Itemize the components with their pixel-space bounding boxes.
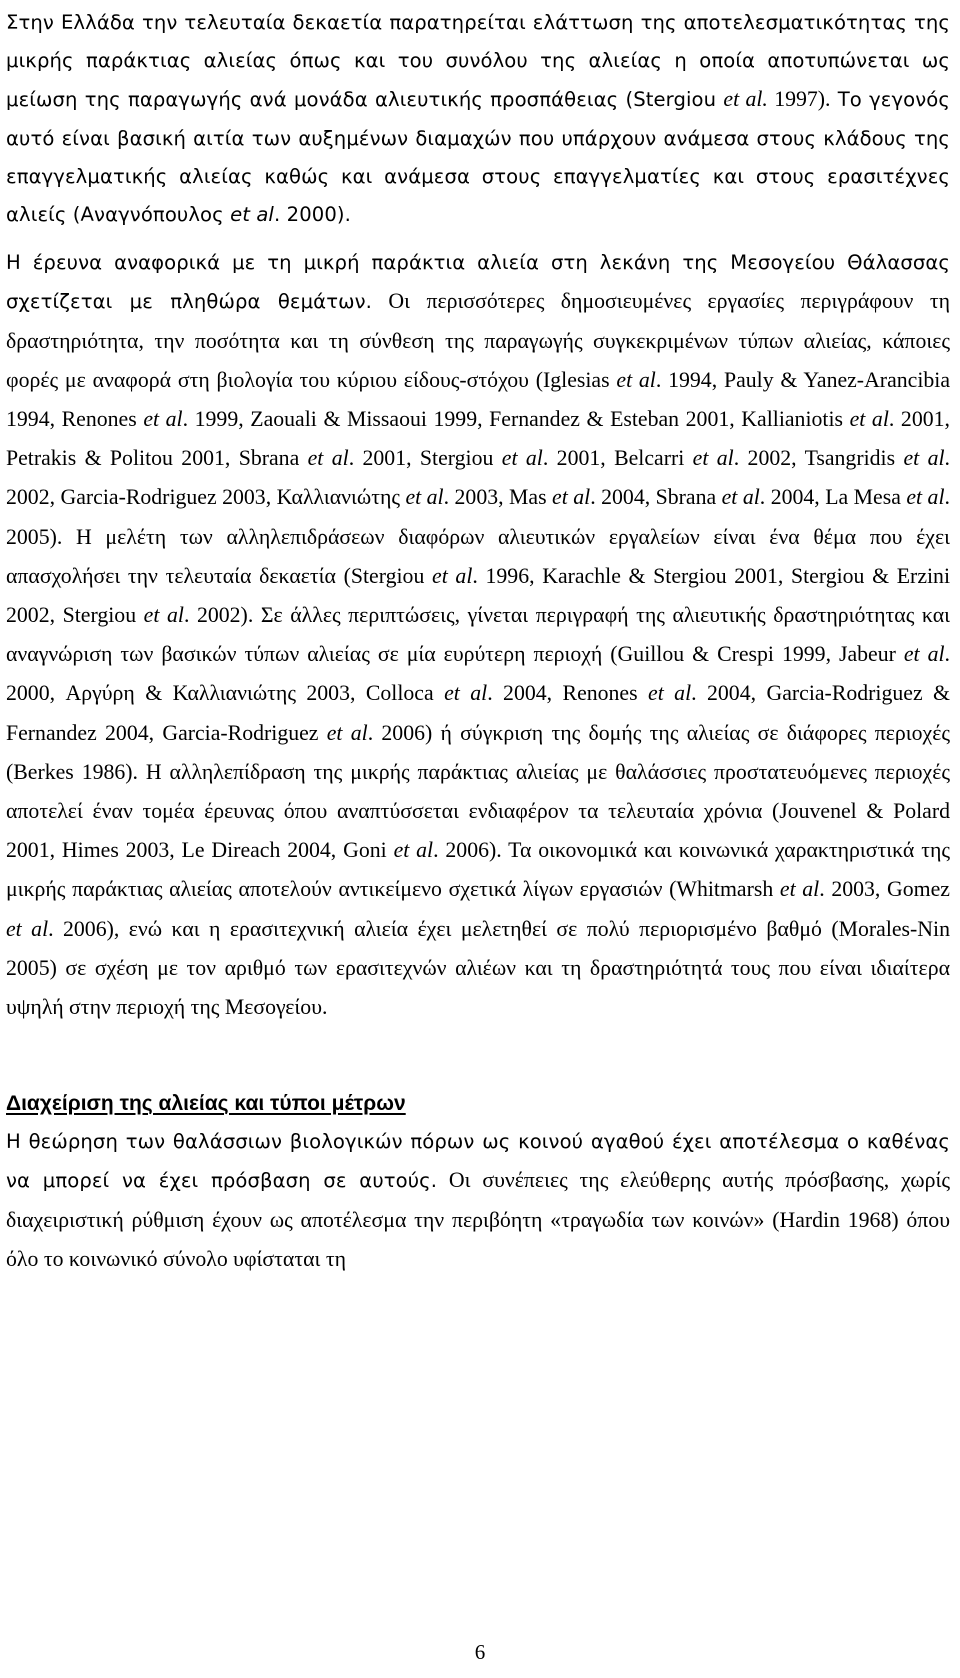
text-run: . 2001, Stergiou: [348, 446, 502, 471]
text-run: Η θεώρηση των θαλάσσιων βιολογικών πόρων ως κοινού αγαθού έχει αποτέλεσμα ο καθένας να μπορεί να έχει πρόσβαση σε αυτούς.: [6, 1130, 950, 1193]
text-run: . 2002). Σε άλλες περιπτώσεις, γίνεται περιγραφή της αλιευτικής δραστηριότητας και αναγνώριση των βασικών τύπων αλιείας σε μία ευρύτερη περιοχή (Guillou & Crespi 1999, Jabeur: [6, 603, 950, 667]
text-run: et al: [721, 485, 760, 510]
text-run: et al: [501, 446, 543, 471]
text-run: et al: [432, 563, 473, 588]
text-run: et al: [143, 603, 184, 628]
text-run: . 2004, Renones: [487, 681, 649, 706]
text-run: . 2000, Αργύρη & Καλλιανιώτης 2003, Colloca: [6, 642, 950, 706]
text-run: et al: [906, 485, 945, 510]
section-heading: Διαχείριση της αλιείας και τύποι μέτρων: [6, 1092, 406, 1116]
text-run: . 2004, Garcia-Rodriguez & Fernandez 2004, Garcia-Rodriguez: [6, 681, 950, 745]
text-run: 1997).: [767, 87, 831, 112]
text-run: et al: [616, 367, 656, 392]
text-run: . 2006). Τα οικονομικά και κοινωνικά χαρακτηριστικά της μικρής παράκτιας αλιείας αποτελούν αντικείμενο σχετικά λίγων εργασιών (Whitmarsh: [6, 838, 950, 902]
text-run: et al: [552, 485, 591, 510]
text-run: et al: [393, 838, 434, 863]
text-run: et al: [307, 446, 349, 471]
text-run: Οι περισσότερες δημοσιευμένες εργασίες περιγράφουν τη δραστηριότητα, την ποσότητα και τη σύνθεση της παραγωγής συγκεκριμένων τύπων αλιείας, κάποιες φορές με αναφορά στη βιολογία του κύριου είδους-στόχου (Iglesias: [6, 289, 950, 392]
text-run: . 2006) ή σύγκριση της δομής της αλιείας σε διάφορες περιοχές (Berkes 1986). Η αλληλεπίδραση της μικρής παράκτιας αλιείας με θαλάσσιες προστατευόμενες περιοχές αποτελεί έναν τομέα έρευνας όπου αναπτύσσεται ενδιαφέρον τα τελευταία χρόνια (Jouvenel & Polard 2001, Himes 2003, Le Direach 2004, Goni: [6, 720, 950, 863]
text-run: . 2000).: [273, 203, 351, 227]
paragraph-management: [6, 1123, 950, 1279]
text-run: et al: [6, 916, 49, 941]
text-run: et al: [405, 485, 444, 510]
text-run: et al: [444, 681, 488, 706]
text-run: et al: [849, 407, 889, 432]
text-run: et al: [648, 681, 692, 706]
paragraph-research: [6, 244, 950, 1027]
text-run: . 1994, Pauly & Yanez-Arancibia 1994, Renones: [6, 367, 951, 432]
text-run: . 2005). Η μελέτη των αλληλεπιδράσεων διαφόρων αλιευτικών εργαλείων είναι ένα θέμα που έχει απασχολήσει την τελευταία δεκαετία (Stergiou: [6, 485, 950, 588]
text-run: Οι συνέπειες της ελεύθερης αυτής πρόσβασης, χωρίς διαχειριστική ρύθμιση έχουν ως αποτέλεσμα την περιβόητη «τραγωδία των κοινών» (Hardin 1968) όπου όλο το κοινωνικό σύνολο υφίσταται τη: [6, 1168, 951, 1271]
text-run: . 2006), ενώ και η ερασιτεχνική αλιεία έχει μελετηθεί σε πολύ περιορισμένο βαθμό (Morales-Nin 2005) σε σχέση με τον αριθμό των ερασιτεχνών αλιέων και τη δραστηριότητά τους που είναι ιδιαίτερα υψηλή στην περιοχή της Μεσογείου.: [6, 916, 950, 1020]
text-run: et al: [230, 203, 274, 227]
text-run: et al: [143, 407, 183, 432]
text-run: et al: [692, 446, 734, 471]
text-run: et al: [903, 446, 945, 471]
text-run: Στην Ελλάδα την τελευταία δεκαετία παρατηρείται ελάττωση της αποτελεσματικότητας της μικρής παράκτιας αλιείας όπως και του συνόλου της αλιείας η οποία αποτυπώνεται ως μείωση της παραγωγής ανά μονάδα αλιευτικής προσπάθειας (Stergiou: [6, 11, 950, 112]
text-run: Το γεγονός αυτό είναι βασική αιτία των αυξημένων διαμαχών που υπάρχουν ανάμεσα στους κλάδους της επαγγελματικής αλιείας καθώς και ανάμεσα στους επαγγελματίες και στους ερασιτέχνες αλιείς (Αναγνόπουλος: [6, 88, 950, 227]
text-run: . 2004, Sbrana: [590, 485, 722, 510]
text-run: Η έρευνα αναφορικά με τη μικρή παράκτια αλιεία στη λεκάνη της Μεσογείου Θάλασσας σχετίζεται με πληθώρα θεμάτων.: [6, 251, 950, 314]
text-run: . 2002, Tsangridis: [733, 446, 904, 471]
text-run: . 1999, Zaouali & Missaoui 1999, Fernandez & Esteban 2001, Kallianiotis: [182, 407, 850, 432]
paragraph-intro: [6, 4, 950, 234]
text-run: . 2002, Garcia-Rodriguez 2003, Καλλιανιώτης: [6, 446, 950, 510]
text-run: et al: [326, 720, 368, 745]
text-run: . 2003, Gomez: [819, 877, 950, 902]
text-run: . 2003, Mas: [443, 485, 553, 510]
text-run: . 2001, Belcarri: [542, 446, 693, 471]
text-run: et al: [903, 642, 945, 667]
text-run: et al.: [723, 87, 768, 112]
text-run: et al: [779, 877, 820, 902]
page-number: 6: [474, 1640, 486, 1664]
text-run: . 1996, Karachle & Stergiou 2001, Stergiou & Erzini 2002, Stergiou: [6, 563, 950, 628]
text-run: . 2001, Petrakis & Politou 2001, Sbrana: [6, 407, 950, 471]
text-run: . 2004, La Mesa: [759, 485, 907, 510]
